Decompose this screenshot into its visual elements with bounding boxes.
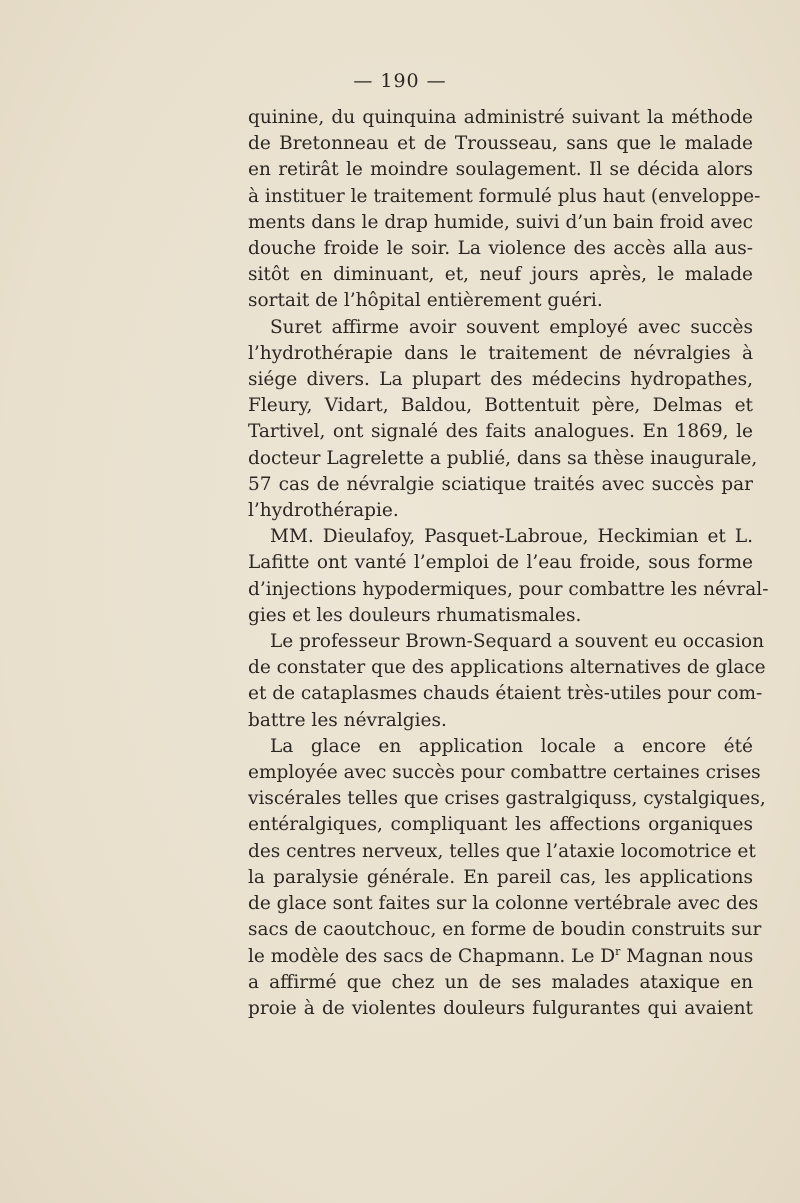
text-line: en retirât le moindre soulagement. Il se décida alors	[248, 159, 753, 181]
text-line: Tartivel, ont signalé des faits analogues. En 1869, le	[248, 421, 753, 443]
text-line: à instituer le traitement formulé plus haut (enveloppe-	[248, 185, 761, 207]
text-line: Lafitte ont vanté l’emploi de l’eau froide, sous forme	[248, 552, 753, 574]
text-line: docteur Lagrelette a publié, dans sa thèse inaugurale,	[248, 447, 758, 469]
text-line: gies et les douleurs rhumatismales.	[248, 604, 582, 626]
text-line: employée avec succès pour combattre certaines crises	[248, 762, 761, 784]
text-line: quinine, du quinquina administré suivant la méthode	[248, 107, 753, 128]
text-line: de glace sont faites sur la colonne vertébrale avec des	[248, 893, 759, 915]
superscript: r	[615, 944, 621, 958]
text-line: a affirmé que chez un de ses malades ataxique en	[248, 971, 753, 993]
text-line: l’hydrothérapie.	[248, 500, 399, 522]
text-line: de constater que des applications alternatives de glace	[248, 657, 766, 679]
text-line: sortait de l’hôpital entièrement guéri.	[248, 290, 603, 312]
text-line: Fleury, Vidart, Baldou, Bottentuit père, Delmas et	[248, 395, 753, 417]
text-line: 57 cas de névralgie sciatique traités avec succès par	[248, 473, 753, 495]
text-line: la paralysie générale. En pareil cas, les applications	[248, 866, 753, 888]
text-line: La glace en application locale a encore été	[270, 735, 753, 757]
text-line: d’injections hypodermiques, pour combattre les névral-	[248, 578, 769, 600]
text-line: douche froide le soir. La violence des accès alla aus-	[248, 238, 753, 260]
text-line: entéralgiques, compliquant les affections organiques	[248, 814, 753, 836]
text-line: battre les névralgies.	[248, 709, 447, 731]
text-line: des centres nerveux, telles que l’ataxie locomotrice et	[248, 840, 756, 862]
text-line: de Bretonneau et de Trousseau, sans que le malade	[248, 133, 753, 155]
text-line: viscérales telles que crises gastralgiquss, cystalgiques,	[248, 788, 766, 810]
text-line: Le professeur Brown-Sequard a souvent eu occasion	[270, 631, 765, 653]
text-line: siége divers. La plupart des médecins hydropathes,	[248, 369, 753, 391]
text-line: Suret affirme avoir souvent employé avec succès	[270, 316, 753, 338]
page-number: — 190 —	[353, 70, 447, 92]
text-line: le modèle des sacs de Chapmann. Le $D^r$ Magnan nous	[248, 944, 754, 967]
text-line: sacs de caoutchouc, en forme de boudin construits sur	[248, 919, 762, 941]
text-line: et de cataplasmes chauds étaient très-utiles pour com-	[248, 683, 763, 705]
text-line: sitôt en diminuant, et, neuf jours après, le malade	[248, 264, 753, 286]
text-line: proie à de violentes douleurs fulgurantes qui avaient	[248, 997, 753, 1019]
text-line: ments dans le drap humide, suivi d’un bain froid avec	[248, 211, 753, 233]
text-line: MM. Dieulafoy, Pasquet-Labroue, Heckimian et L.	[270, 526, 753, 548]
body-text	[248, 105, 769, 1022]
text-line: l’hydrothérapie dans le traitement de névralgies à	[248, 342, 753, 364]
